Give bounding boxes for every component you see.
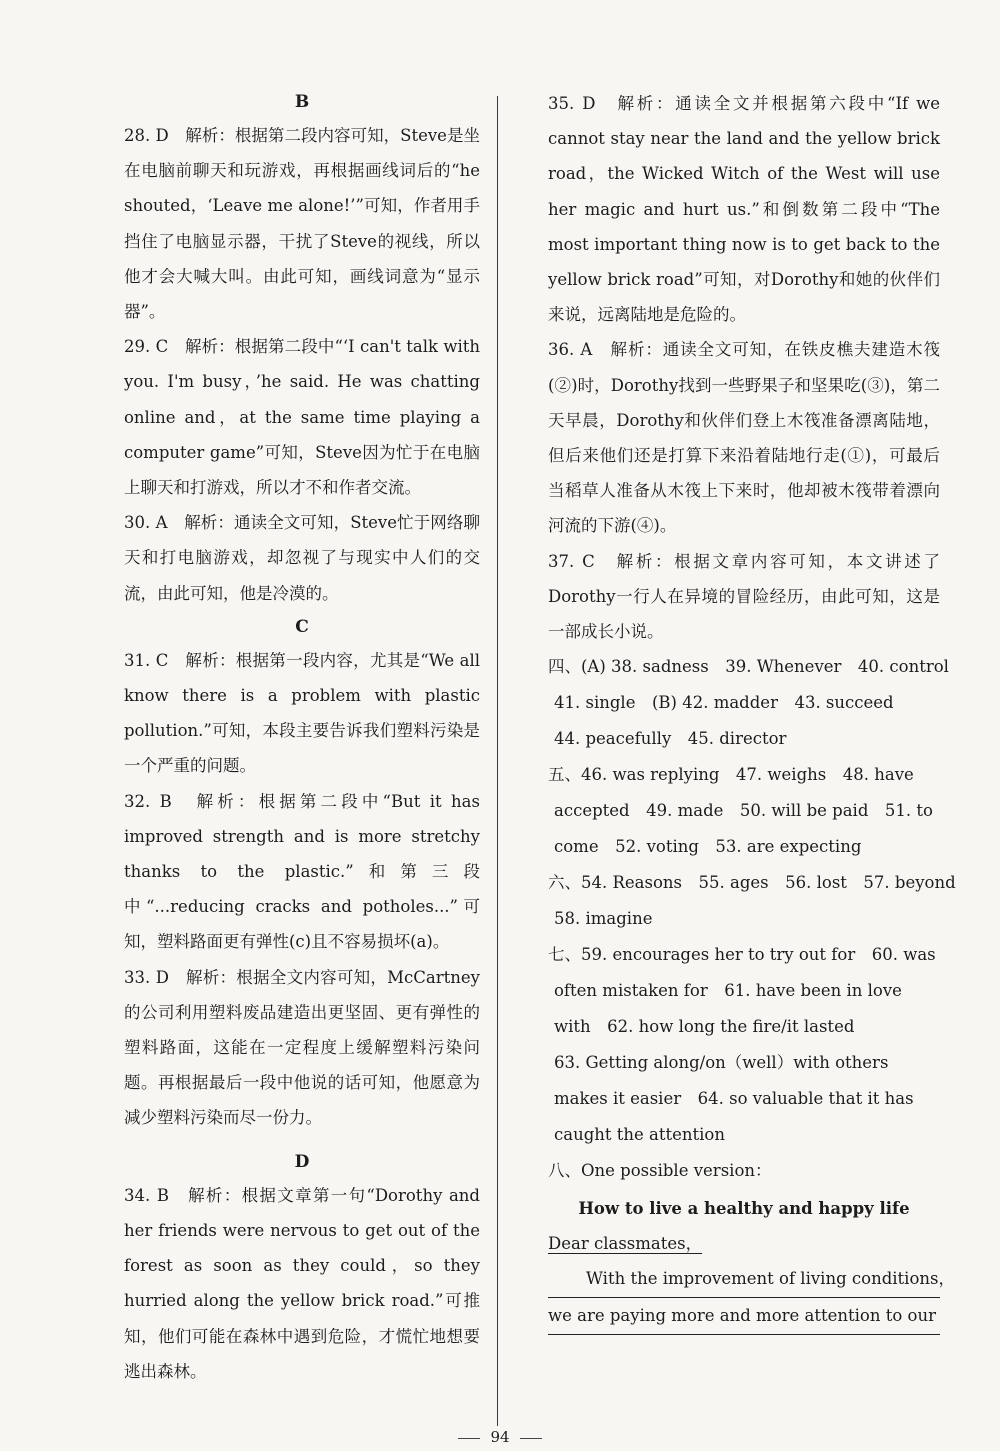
answer-31: 31. C 解析：根据第一段内容，尤其是“We all know there is a problem with plastic pollution.”可知，本段主要告诉我们塑料污染是一个严重的问题。 [124,650,480,776]
answer-line: 63. Getting along/on（well）with others [554,1053,889,1073]
answer-line: caught the attention [554,1125,725,1145]
left-column [124,86,480,1389]
answer-29: 29. C 解析：根据第二段中“‘I can't talk with you. I'm busy，’he said. He was chatting online and，at the same time playing a computer game”可知，Steve因为忙于在电脑上聊天和打游戏，所以才不和作者交流。 [124,337,480,498]
answer-32: 32. B 解析：根据第二段中“But it has improved strength and is more stretchy thanks to the plastic.”和第三段中“...reducing cracks and potholes...”可知，塑料路面更有弹性(c)且不容易损坏(a)。 [124,791,480,952]
answer-line: makes it easier 64. so valuable that it has [554,1089,914,1109]
part-7-answers [548,937,940,1153]
essay-greeting [548,1227,940,1261]
part-6-answers [548,865,956,937]
answer-28: 28. D 解析：根据第二段内容可知，Steve是坐在电脑前聊天和玩游戏，再根据画线词后的“he shouted，‘Leave me alone!’”可知，作者用手挡住了电脑显示器，干扰了Steve的视线，所以他才会大喊大叫。由此可知，画线词意为“显示器”。 [124,126,480,322]
answer-line: 58. imagine [554,909,653,929]
answer-34: 34. B 解析：根据文章第一句“Dorothy and her friends were nervous to get out of the forest as soon as they could，so they hurried along the yellow brick road.”可推知，他们可能在森林中遇到危险，才慌忙地想要逃出森林。 [124,1185,480,1381]
essay-line: With the improvement of living conditions， [548,1261,940,1298]
essay-title: How to live a healthy and happy life [578,1199,910,1219]
answer-36: 36. A 解析：通读全文可知，在铁皮樵夫建造木筏(②)时，Dorothy找到一些野果子和坚果吃(③)，第二天早晨，Dorothy和伙伴们登上木筏准备漂离陆地，但后来他们还是打算下来沿着陆地行走(①)，可最后当稻草人准备从木筏上下来时，他却被木筏带着漂向河流的下游(④)。 [548,340,940,536]
answer-line: often mistaken for 61. have been in love [554,981,902,1001]
answer-line: with 62. how long the fire/it lasted [554,1017,855,1037]
answer-line: 41. single (B) 42. madder 43. succeed [554,693,894,713]
part-4-answers [548,649,949,757]
right-column [548,86,956,1335]
part-8-intro: 八、One possible version： [548,1161,772,1181]
page-number-text: 94 [490,1428,510,1446]
answer-line: 五、46. was replying 47. weighs 48. have [548,765,914,785]
essay-line: we are paying more and more attention to our [548,1298,940,1335]
answer-35: 35. D 解析：通读全文并根据第六段中“If we cannot stay near the land and the yellow brick road，the Wicked Witch of the West will use her magic and hurt us.”和倒数第二段中“The most important thing now is to get back to the yellow brick road”可知，对Dorothy和她的伙伴们来说，远离陆地是危险的。 [548,94,940,325]
page-number [0,1428,1000,1446]
section-heading-d: D [294,1151,310,1172]
answer-line: accepted 49. made 50. will be paid 51. to [554,801,933,821]
answer-37: 37. C 解析：根据文章内容可知，本文讲述了Dorothy一行人在异境的冒险经历，由此可知，这是一部成长小说。 [548,551,940,642]
answer-line: 六、54. Reasons 55. ages 56. lost 57. beyond [548,873,956,893]
answer-line: 44. peacefully 45. director [554,729,787,749]
essay-greeting-text: Dear classmates， [548,1234,703,1254]
part-5-answers [548,757,940,865]
answer-line: 四、(A) 38. sadness 39. Whenever 40. control [548,657,949,677]
answer-33: 33. D 解析：根据全文内容可知，McCartney的公司利用塑料废品建造出更坚固、更有弹性的塑料路面，这能在一定程度上缓解塑料污染问题。再根据最后一段中他说的话可知，他愿意为减少塑料污染而尽一份力。 [124,967,480,1128]
section-heading-b: B [294,92,310,112]
column-divider [497,96,498,1426]
answer-30: 30. A 解析：通读全文可知，Steve忙于网络聊天和打电脑游戏，却忽视了与现实中人们的交流，由此可知，他是冷漠的。 [124,513,480,603]
answer-line: come 52. voting 53. are expecting [554,837,862,857]
answer-line: 七、59. encourages her to try out for 60. was [548,945,936,965]
section-heading-c: C [295,616,309,637]
